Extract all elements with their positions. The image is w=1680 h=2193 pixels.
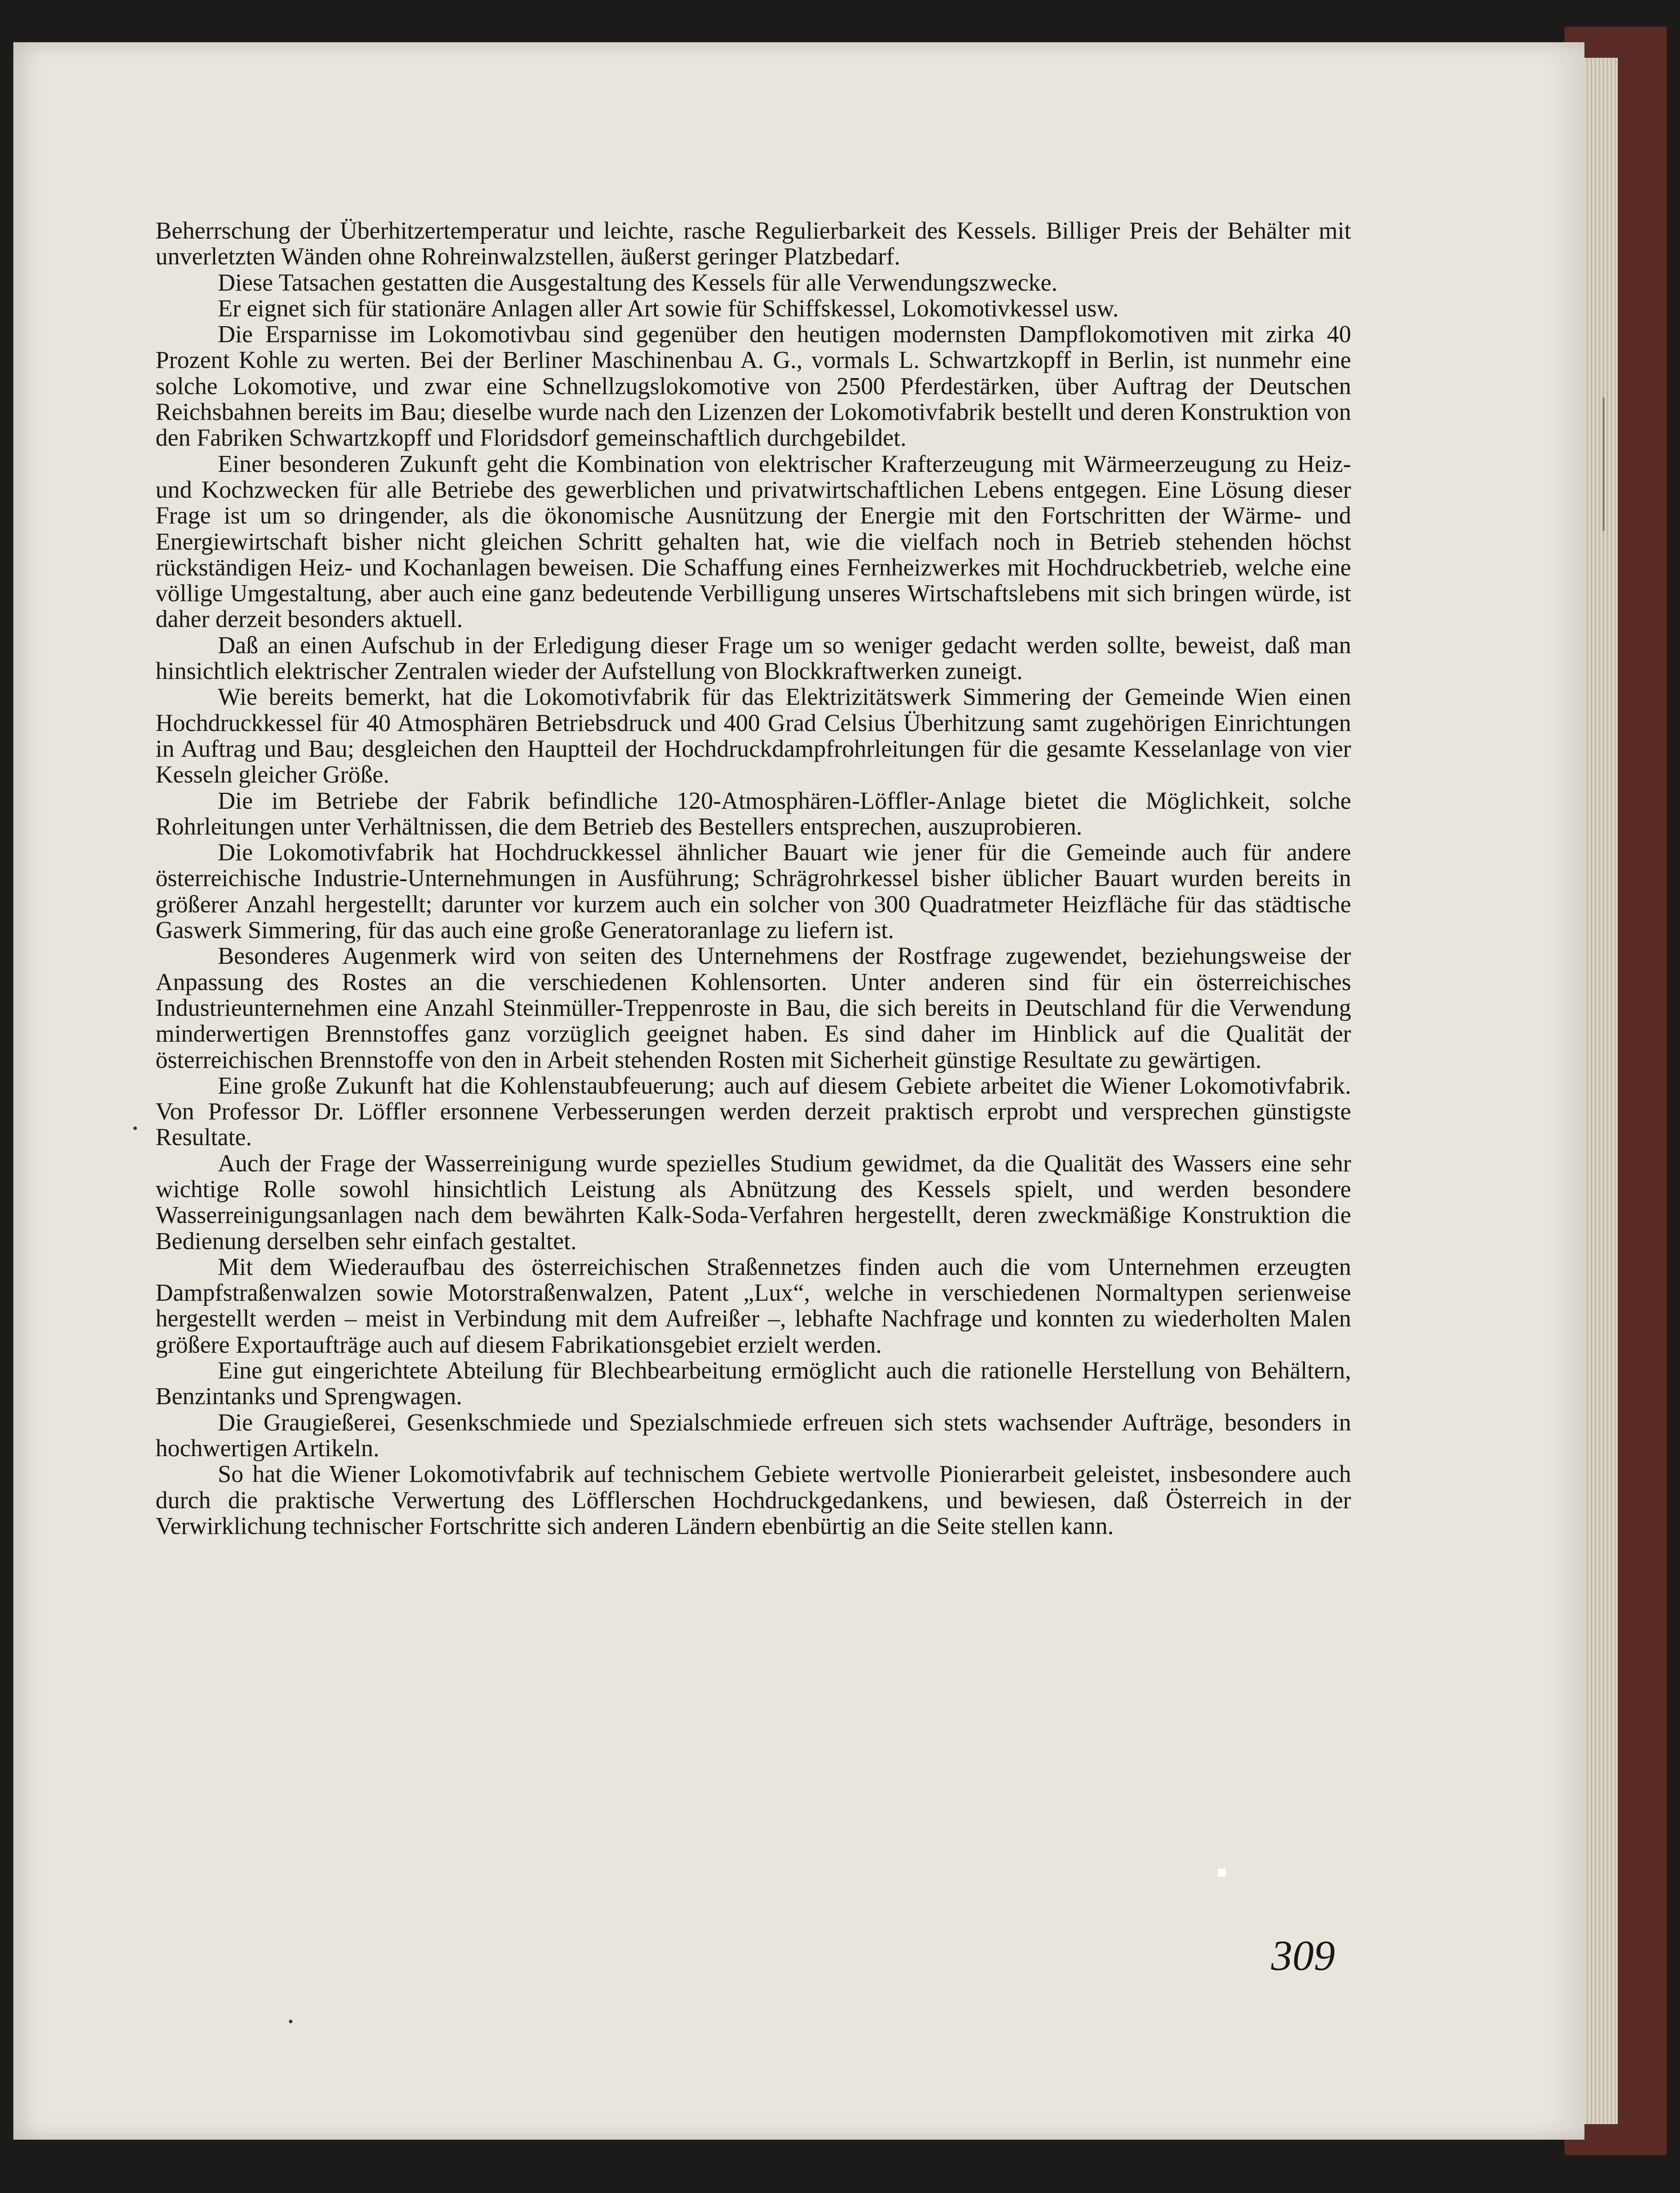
paragraph: Besonderes Augenmerk wird von seiten des Unternehmens der Rostfrage zugewendet, beziehungsweise der Anpassung des Rostes an die verschiedenen Kohlensorten. Unter anderen sind für ein österreichisches Industrieunternehmen eine Anzahl Steinmüller-Treppenroste in Bau, die sich bereits in Deutschland für die Verwendung minderwertigen Brennstoffes ganz vorzüglich geeignet haben. Es sind daher im Hinblick auf die Qualität der österreichischen Brennstoffe von den in Arbeit stehenden Rosten mit Sicherheit günstige Resultate zu gewärtigen.: [156, 942, 1351, 1073]
paragraph: Mit dem Wiederaufbau des österreichischen Straßennetzes finden auch die vom Unternehmen erzeugten Dampfstraßenwalzen sowie Motorstraßenwalzen, Patent „Lux“, welche in verschiedenen Normaltypen serienweise hergestellt werden – meist in Verbindung mit dem Aufreißer –, lebhafte Nachfrage und konnten zu wiederholten Malen größere Exportaufträge auch auf diesem Fabrikationsgebiet erzielt werden.: [156, 1253, 1351, 1358]
paragraph: Diese Tatsachen gestatten die Ausgestaltung des Kessels für alle Verwendungszwecke.: [218, 268, 1058, 296]
paragraph: Wie bereits bemerkt, hat die Lokomotivfabrik für das Elektrizitätswerk Simmering der Gemeinde Wien einen Hochdruckkessel für 40 Atmosphären Betriebsdruck und 400 Grad Celsius Überhitzung samt zugehörigen Einrichtungen in Auftrag und Bau; desgleichen den Hauptteil der Hochdruckdampfrohrleitungen für die gesamte Kesselanlage von vier Kesseln gleicher Größe.: [156, 683, 1351, 788]
paragraph: Eine gut eingerichtete Abteilung für Blechbearbeitung ermöglicht auch die rationelle Herstellung von Behältern, Benzintanks und Sprengwagen.: [156, 1357, 1351, 1410]
paragraph: Er eignet sich für stationäre Anlagen aller Art sowie für Schiffskessel, Lokomotivkessel usw.: [218, 294, 1119, 322]
paragraph: Beherrschung der Überhitzertemperatur und leichte, rasche Regulierbarkeit des Kessels. Billiger Preis der Behälter mit unverletzten Wänden ohne Rohreinwalzstellen, äußerst geringer Platzbedarf.: [156, 217, 1351, 270]
paragraph: Die Lokomotivfabrik hat Hochdruckkessel ähnlicher Bauart wie jener für die Gemeinde auch für andere österreichische Industrie-Unternehmungen in Ausführung; Schrägrohrkessel bisher üblicher Bauart wurden bereits in größerer Anzahl hergestellt; darunter vor kurzem auch ein solcher von 300 Quadratmeter Heizfläche für das städtische Gaswerk Simmering, für das auch eine große Generatoranlage zu liefern ist.: [156, 839, 1351, 944]
paragraph: Auch der Frage der Wasserreinigung wurde spezielles Studium gewidmet, da die Qualität des Wassers eine sehr wichtige Rolle sowohl hinsichtlich Leistung als Abnützung des Kessels spielt, und werden besondere Wasserreinigungsanlagen nach dem bewährten Kalk-Soda-Verfahren hergestellt, deren zweckmäßige Konstruktion die Bedienung derselben sehr einfach gestaltet.: [156, 1149, 1351, 1254]
ink-dot: [289, 2020, 292, 2023]
paper-speck: [1218, 1869, 1226, 1877]
book-page: [13, 42, 1584, 2140]
ink-dot: [133, 1126, 137, 1130]
page-stack-edge: [1580, 58, 1618, 2124]
paragraph: Einer besonderen Zukunft geht die Kombination von elektrischer Krafterzeugung mit Wärmeerzeugung zu Heiz- und Kochzwecken für alle Betriebe des gewerblichen und privatwirtschaftlichen Lebens entgegen. Eine Lösung dieser Frage ist um so dringender, als die ökonomische Ausnützung der Energie mit den Fortschritten der Wärme- und Energiewirtschaft bisher nicht gleichen Schritt gehalten hat, wie die vielfach noch in Betrieb stehenden höchst rückständigen Heiz- und Kochanlagen beweisen. Die Schaffung eines Fernheizwerkes mit Hochdruckbetrieb, welche eine völlige Umgestaltung, aber auch eine ganz bedeutende Verbilligung unseres Wirtschaftslebens mit sich bringen würde, ist daher derzeit besonders aktuell.: [156, 450, 1351, 633]
paragraph: Die Ersparnisse im Lokomotivbau sind gegenüber den heutigen modernsten Dampflokomotiven mit zirka 40 Prozent Kohle zu werten. Bei der Berliner Maschinenbau A. G., vormals L. Schwartzkopff in Berlin, ist nunmehr eine solche Lokomotive, und zwar eine Schnellzugslokomotive von 2500 Pferdestärken, über Auftrag der Deutschen Reichsbahnen bereits im Bau; dieselbe wurde nach den Lizenzen der Lokomotivfabrik bestellt und deren Konstruktion von den Fabriken Schwartzkopff und Floridsdorf gemeinschaftlich durchgebildet.: [156, 320, 1351, 451]
paragraph: Die Graugießerei, Gesenkschmiede und Spezialschmiede erfreuen sich stets wachsender Aufträge, besonders in hochwertigen Artikeln.: [156, 1408, 1351, 1462]
page-number: 309: [1271, 1932, 1335, 1979]
paragraph: Eine große Zukunft hat die Kohlenstaubfeuerung; auch auf diesem Gebiete arbeitet die Wiener Lokomotivfabrik. Von Professor Dr. Löffler ersonnene Verbesserungen werden derzeit praktisch erprobt und versprechen günstigste Resultate.: [156, 1071, 1351, 1151]
paragraph: Daß an einen Aufschub in der Erledigung dieser Frage um so weniger gedacht werden sollte, beweist, daß man hinsichtlich elektrischer Zentralen wieder der Aufstellung von Blockkraftwerken zuneigt.: [156, 631, 1351, 685]
paragraph: Die im Betriebe der Fabrik befindliche 120-Atmosphären-Löffler-Anlage bietet die Möglichkeit, solche Rohrleitungen unter Verhältnissen, die dem Betrieb des Bestellers entsprechen, auszuprobieren.: [156, 787, 1351, 840]
margin-line: [1603, 398, 1604, 531]
paragraph: So hat die Wiener Lokomotivfabrik auf technischem Gebiete wertvolle Pionierarbeit geleistet, insbesondere auch durch die praktische Verwertung des Löfflerschen Hochdruckgedankens, und bewiesen, daß Österreich in der Verwirklichung technischer Fortschritte sich anderen Ländern ebenbürtig an die Seite stellen kann.: [156, 1460, 1351, 1539]
body-text: [156, 218, 1351, 1539]
